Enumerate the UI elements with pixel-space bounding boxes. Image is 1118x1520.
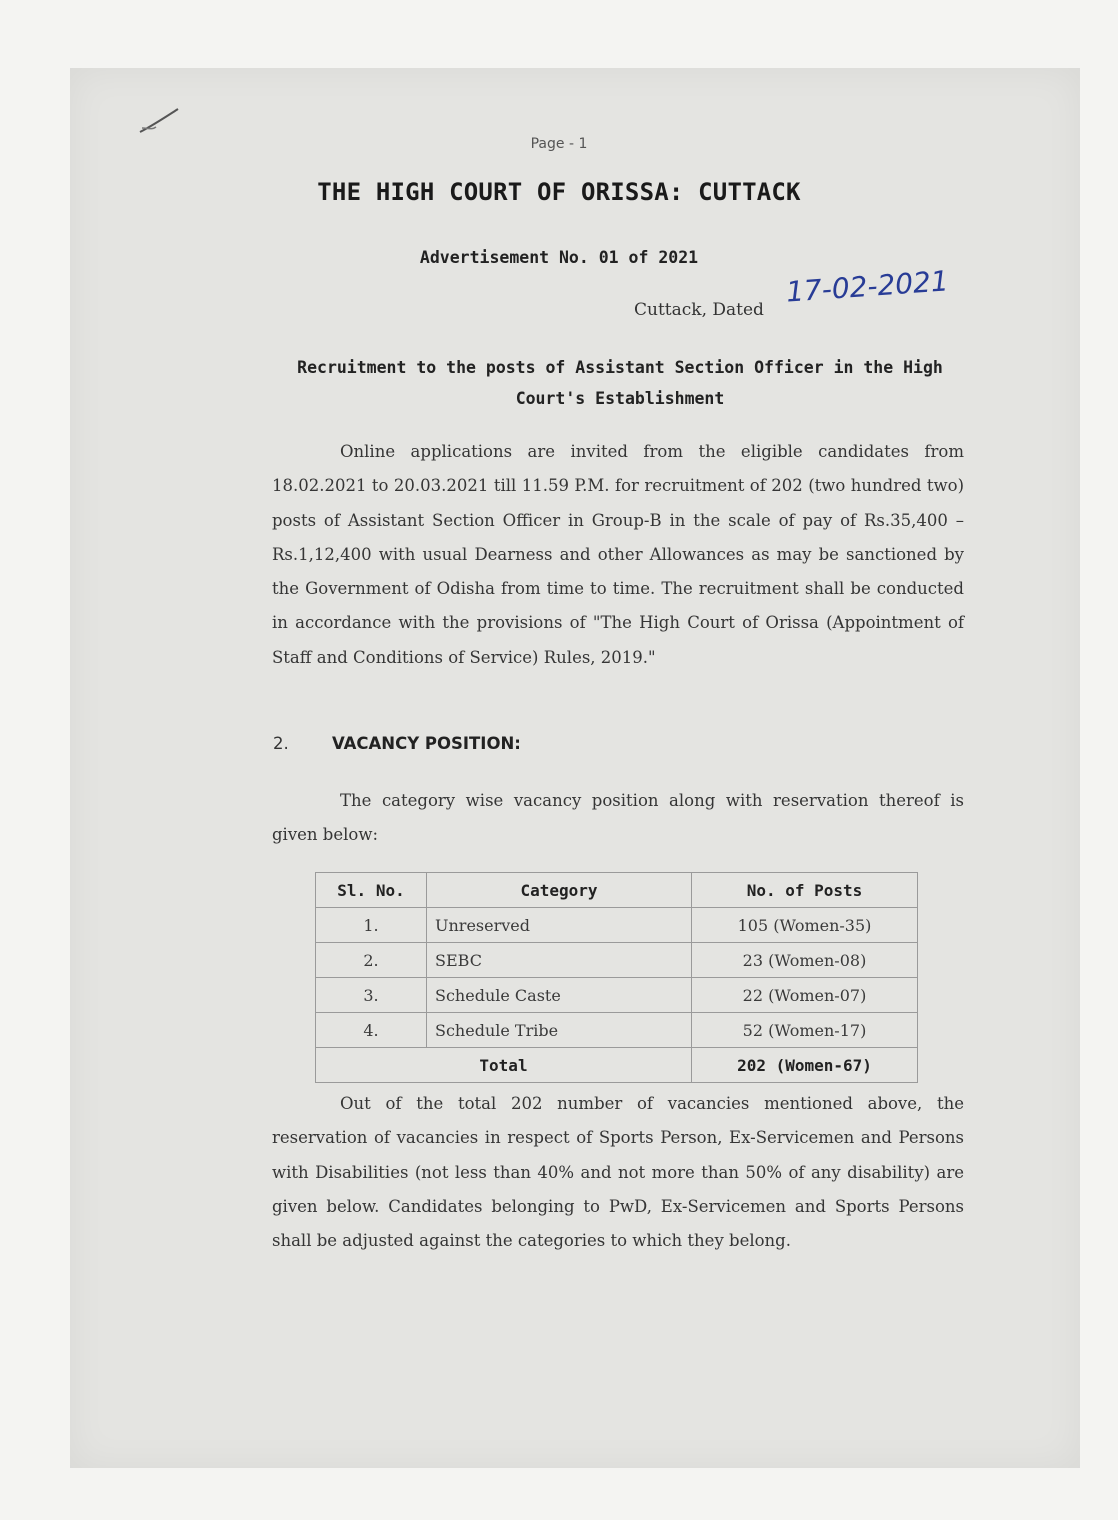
cell-sl-no: 3. <box>316 978 427 1013</box>
table-total-row <box>316 1048 918 1083</box>
header-category: Category <box>427 873 692 908</box>
document-title: THE HIGH COURT OF ORISSA: CUTTACK <box>317 178 801 206</box>
cell-sl-no: 1. <box>316 908 427 943</box>
table-row <box>316 908 918 943</box>
recruitment-heading: Recruitment to the posts of Assistant Section Officer in the High Court's Establishment <box>297 358 943 408</box>
cell-posts: 22 (Women-07) <box>692 978 918 1013</box>
advertisement-number: Advertisement No. 01 of 2021 <box>419 248 699 267</box>
table-row <box>316 978 918 1013</box>
dated-label: Cuttack, Dated <box>634 300 764 320</box>
cell-category: Unreserved <box>427 908 692 943</box>
cell-sl-no: 4. <box>316 1013 427 1048</box>
total-label: Total <box>316 1048 692 1083</box>
cell-posts: 52 (Women-17) <box>692 1013 918 1048</box>
pen-tick-mark <box>138 106 182 136</box>
table-row <box>316 1013 918 1048</box>
cell-posts: 105 (Women-35) <box>692 908 918 943</box>
cell-category: Schedule Caste <box>427 978 692 1013</box>
page-number: Page - 1 <box>530 136 588 152</box>
cell-posts: 23 (Women-08) <box>692 943 918 978</box>
section-title: VACANCY POSITION: <box>332 734 521 753</box>
vacancy-intro-paragraph: The category wise vacancy position along with reservation thereof is given below: <box>272 791 964 845</box>
cell-sl-no: 2. <box>316 943 427 978</box>
handwritten-date: 17-02-2021 <box>785 264 950 309</box>
intro-paragraph: Online applications are invited from the eligible candidates from 18.02.2021 to 20.03.2021 till 11.59 P.M. for recruitment of 202 (two hundred two) posts of Assistant Section Officer in Group-B in the scale of pay of Rs.35,400 – Rs.1,12,400 with usual Dearness and other Allowances as may be sanctioned by the Government of Odisha from time to time. The recruitment shall be conducted in accordance with the provisions of "The High Court of Orissa (Appointment of Staff and Conditions of Service) Rules, 2019." <box>272 442 964 667</box>
total-value: 202 (Women-67) <box>692 1048 918 1083</box>
table-row <box>316 943 918 978</box>
reservation-paragraph: Out of the total 202 number of vacancies mentioned above, the reservation of vacancies in respect of Sports Person, Ex-Servicemen and Persons with Disabilities (not less than 40% and not more than 50% of any disability) are given below. Candidates belonging to PwD, Ex-Servicemen and Sports Persons shall be adjusted against the categories to which they belong. <box>272 1094 964 1251</box>
header-no-of-posts: No. of Posts <box>692 873 918 908</box>
cell-category: Schedule Tribe <box>427 1013 692 1048</box>
cell-category: SEBC <box>427 943 692 978</box>
section-number: 2. <box>273 734 289 753</box>
header-sl-no: Sl. No. <box>316 873 427 908</box>
table-header-row <box>316 873 918 908</box>
vacancy-table <box>315 872 918 1083</box>
